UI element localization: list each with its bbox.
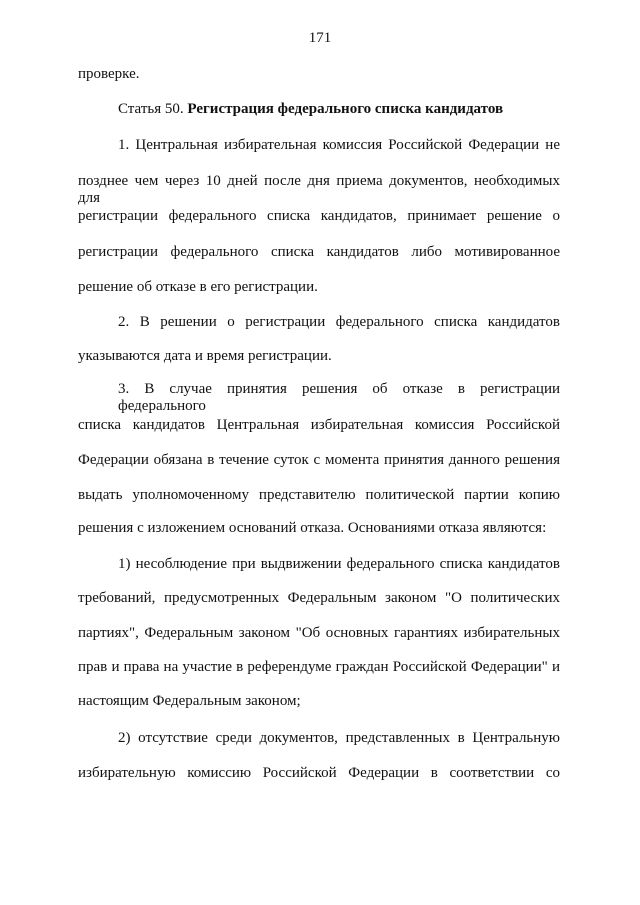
page-number: 171 [308, 30, 332, 46]
text-line: регистрации федерального списка кандидатов, принимает решение о [78, 208, 560, 224]
text-line: указываются дата и время регистрации. [78, 348, 332, 364]
text-line: решение об отказе в его регистрации. [78, 279, 318, 295]
text-line: выдать уполномоченному представителю политической партии копию [78, 487, 560, 503]
text-line: решения с изложением оснований отказа. Основаниями отказа являются: [78, 520, 547, 536]
text-line: Федерации обязана в течение суток с момента принятия данного решения [78, 452, 560, 468]
article-number: Статья 50. [118, 101, 184, 117]
text-line: избирательную комиссию Российской Федерации в соответствии со [78, 765, 560, 781]
text-line: 2. В решении о регистрации федерального списка кандидатов [118, 314, 560, 330]
text-line: регистрации федерального списка кандидатов либо мотивированное [78, 244, 560, 260]
article-heading [118, 101, 560, 118]
text-line: списка кандидатов Центральная избирательная комиссия Российской [78, 417, 560, 433]
text-line: партиях", Федеральным законом "Об основных гарантиях избирательных [78, 625, 560, 641]
text-line: 3. В случае принятия решения об отказе в регистрации федерального [118, 381, 560, 414]
text-line: 2) отсутствие среди документов, представленных в Центральную [118, 730, 560, 746]
text-line: позднее чем через 10 дней после дня приема документов, необходимых для [78, 173, 560, 206]
text-line: требований, предусмотренных Федеральным законом "О политических [78, 590, 560, 606]
text-line: 1) несоблюдение при выдвижении федерального списка кандидатов [118, 556, 560, 572]
text-line: 1. Центральная избирательная комиссия Российской Федерации не [118, 137, 560, 153]
article-title: Регистрация федерального списка кандидатов [187, 101, 504, 117]
text-line: прав и права на участие в референдуме граждан Российской Федерации" и [78, 659, 560, 675]
text-line: проверке. [78, 66, 140, 82]
text-line: настоящим Федеральным законом; [78, 693, 301, 709]
